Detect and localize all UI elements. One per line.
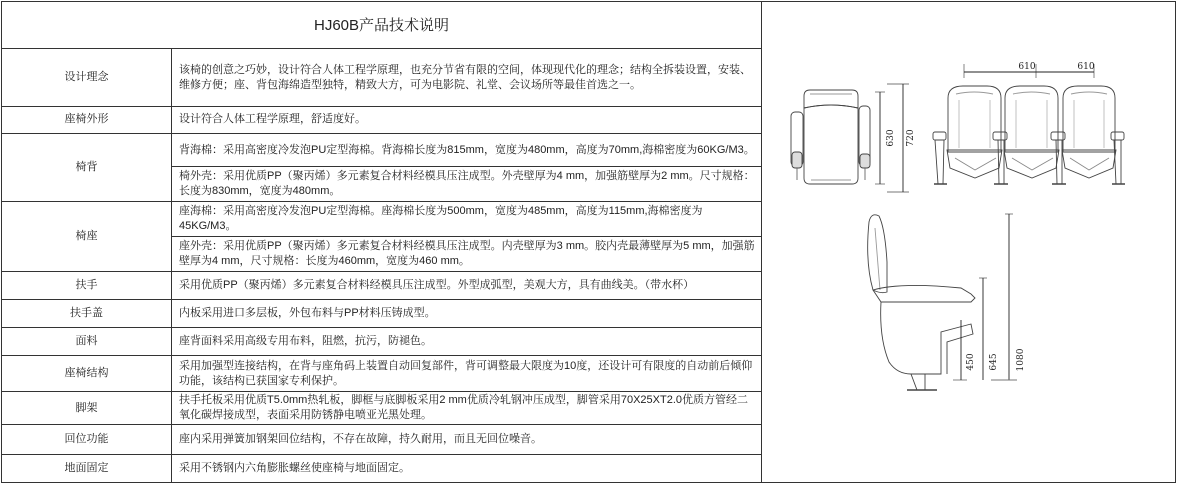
row-text-frame: 扶手托板采用优质T5.0mm热轧板，脚框与底脚板采用2 mm优质冷轧钢冲压成型，脚管采用70X25XT2.0优质方管经二氧化碳焊接成型，表面采用防锈静电喷亚光黑处理。 [172,392,762,425]
chair-drawings [761,2,1176,484]
front-view-drawing [933,64,1125,184]
row-text-design: 该椅的创意之巧妙，设计符合人体工程学原理，也充分节省有限的空间，体现现代化的理念；结构全拆装设置，安装、维修方便；座、背包海绵造型独特，精致大方，可为电影院、礼堂、会议场所等最佳首选之一。 [172,49,762,106]
row-label-shape: 座椅外形 [2,106,172,133]
dim-arm-height: 645 [989,353,999,371]
dim-total-depth: 720 [906,129,916,147]
row-label-return: 回位功能 [2,425,172,454]
dim-width-2: 610 [1077,62,1095,72]
row-text-floor: 采用不锈钢内六角膨胀螺丝使座椅与地面固定。 [172,454,762,482]
row-label-design: 设计理念 [2,49,172,106]
row-label-back: 椅背 [2,134,172,202]
row-text-seat-foam: 座海棉：采用高密度冷发泡PU定型海棉。座海棉长度为500mm，宽度为485mm，高度为115mm,海棉密度为45KG/M3。 [172,201,762,236]
row-label-floor: 地面固定 [2,454,172,482]
row-label-seat: 椅座 [2,201,172,272]
row-label-fabric: 面料 [2,327,172,355]
row-text-back-foam: 背海棉：采用高密度冷发泡PU定型海棉。背海棉长度为815mm，宽度为480mm，高度为70mm,海棉密度为60KG/M3。 [172,134,762,167]
spec-table [1,1,762,483]
row-text-return: 座内采用弹簧加钢架回位结构，不存在故障，持久耐用，而且无回位噪音。 [172,425,762,454]
row-text-shape: 设计符合人体工程学原理，舒适度好。 [172,106,762,133]
page-title: HJ60B产品技术说明 [2,2,762,49]
row-text-fabric: 座背面料采用高级专用布料，阻燃，抗污，防褪色。 [172,327,762,355]
row-text-armrest: 采用优质PP（聚丙烯）多元素复合材料经模具压注成型。外型成弧型，美观大方，具有曲线美。（带水杯） [172,272,762,300]
row-label-structure: 座椅结构 [2,355,172,391]
row-text-armrest-cover: 内板采用进口多层板，外包布料与PP材料压铸成型。 [172,300,762,327]
row-text-seat-shell: 座外壳：采用优质PP（聚丙烯）多元素复合材料经模具压注成型。内壳壁厚为3 mm。胶内壳最薄壁厚为5 mm，加强筋壁厚为4 mm，尺寸规格：长度为460mm，宽度为460 mm。 [172,236,762,271]
row-text-back-shell: 椅外壳：采用优质PP（聚丙烯）多元素复合材料经模具压注成型。外壳壁厚为4 mm，加强筋壁厚为2 mm。尺寸规格：长度为830mm，宽度为480mm。 [172,167,762,201]
dim-depth: 630 [886,129,896,147]
row-label-armrest-cover: 扶手盖 [2,300,172,327]
dim-total-height: 1080 [1016,348,1026,372]
dim-width-1: 610 [1018,62,1036,72]
row-label-armrest: 扶手 [2,272,172,300]
dim-seat-height: 450 [966,353,976,371]
drawing-panel [761,1,1176,483]
row-text-structure: 采用加强型连接结构，在背与座角码上装置自动回复部件，背可调整最大限度为10度，还设计可有限度的自动前后倾仰功能，该结构已获国家专利保护。 [172,355,762,391]
row-label-frame: 脚架 [2,392,172,425]
